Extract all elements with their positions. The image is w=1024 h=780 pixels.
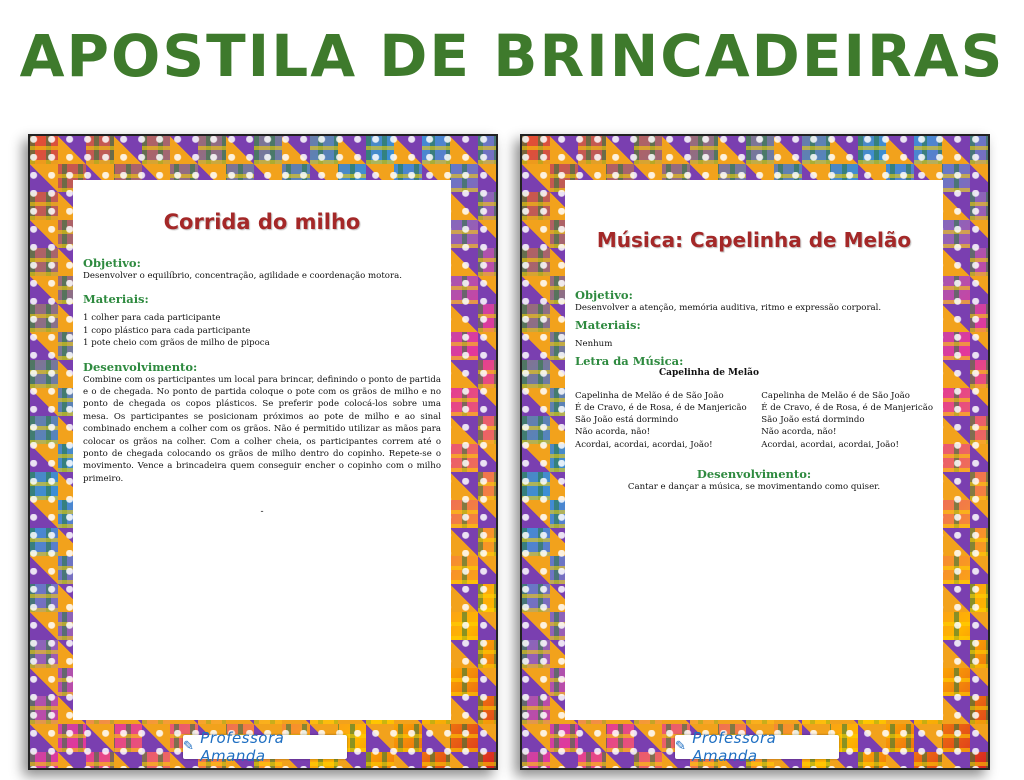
materiais-heading: Materiais: xyxy=(575,318,641,333)
materiais-heading: Materiais: xyxy=(83,292,149,307)
objetivo-heading: Objetivo: xyxy=(83,256,141,270)
desenvolvimento-text: Combine com os participantes um local para brincar, definindo o ponto de partida e o de chegada. No ponto de partida coloque o pote com os grãos de milho e no ponto de chegada os copos plásticos. Se preferir pode colocá-los sobre uma mesa. Os participantes se posicionam próximos ao pote de milho e ao sinal combinado enchem a colher com os grãos. Não é permitido utilizar as mãos para colocar os grãos na colher. Com a colher cheia, os participantes correm até o ponto de chegada colocando os grãos de milho dentro do copinho. Repete-se o movimento. Vence a brincadeira quem conseguir encher o copinho com o milho primeiro. xyxy=(83,374,441,484)
lyrics-column-1 xyxy=(575,390,747,451)
lyric-line: Acordai, acordai, acordai, João! xyxy=(575,439,713,450)
materiais-item: 1 pote cheio com grãos de milho de pipoca xyxy=(83,338,270,349)
pencil-icon: ✎ xyxy=(675,739,686,754)
footer-logo-badge xyxy=(675,729,839,765)
materiais-item: 1 colher para cada participante xyxy=(83,313,221,324)
sheet-title: Corrida do milho xyxy=(163,210,361,234)
activity-sheet-capelinha xyxy=(520,134,990,770)
lyrics-column-2 xyxy=(761,390,933,451)
objetivo-text: Desenvolver a atenção, memória auditiva, ritmo e expressão corporal. xyxy=(575,303,882,313)
activity-sheet-corrida xyxy=(28,134,498,770)
dash-mark: - xyxy=(260,507,264,518)
desenvolvimento-heading: Desenvolvimento: xyxy=(696,466,812,481)
song-title: Capelinha de Melão xyxy=(659,367,759,378)
objetivo-heading: Objetivo: xyxy=(575,288,633,302)
lyric-line: Capelinha de Melão é de São João xyxy=(761,390,910,401)
desenvolvimento-text: Cantar e dançar a música, se movimentando como quiser. xyxy=(627,481,881,492)
lyric-line: É de Cravo, é de Rosa, é de Manjericão xyxy=(761,403,933,414)
lyric-line: É de Cravo, é de Rosa, é de Manjericão xyxy=(575,403,747,414)
materiais-text: Nenhum xyxy=(575,339,613,350)
lyrics-columns xyxy=(575,390,933,451)
sheet-title: Música: Capelinha de Melão xyxy=(596,228,912,252)
sheet-content xyxy=(73,180,451,720)
desenvolvimento-heading: Desenvolvimento: xyxy=(83,359,198,374)
lyric-line: Acordai, acordai, acordai, João! xyxy=(761,439,899,450)
objetivo-text: Desenvolver o equilíbrio, concentração, agilidade e coordenação motora. xyxy=(83,271,402,281)
page-title: APOSTILA DE BRINCADEIRAS xyxy=(19,22,1005,90)
footer-logo-text: Professora Amanda xyxy=(692,729,777,765)
lyric-line: São João está dormindo xyxy=(761,415,865,426)
pencil-icon: ✎ xyxy=(183,739,194,754)
lyric-line: Não acorda, não! xyxy=(761,427,837,438)
footer-logo-text: Professora Amanda xyxy=(200,729,285,765)
footer-logo-badge xyxy=(183,729,347,765)
lyric-line: Capelinha de Melão é de São João xyxy=(575,390,724,401)
materiais-item: 1 copo plástico para cada participante xyxy=(83,325,251,336)
lyric-line: São João está dormindo xyxy=(575,415,679,426)
letra-heading: Letra da Música: xyxy=(575,353,684,368)
sheet-content xyxy=(565,180,943,720)
lyric-line: Não acorda, não! xyxy=(575,427,651,438)
